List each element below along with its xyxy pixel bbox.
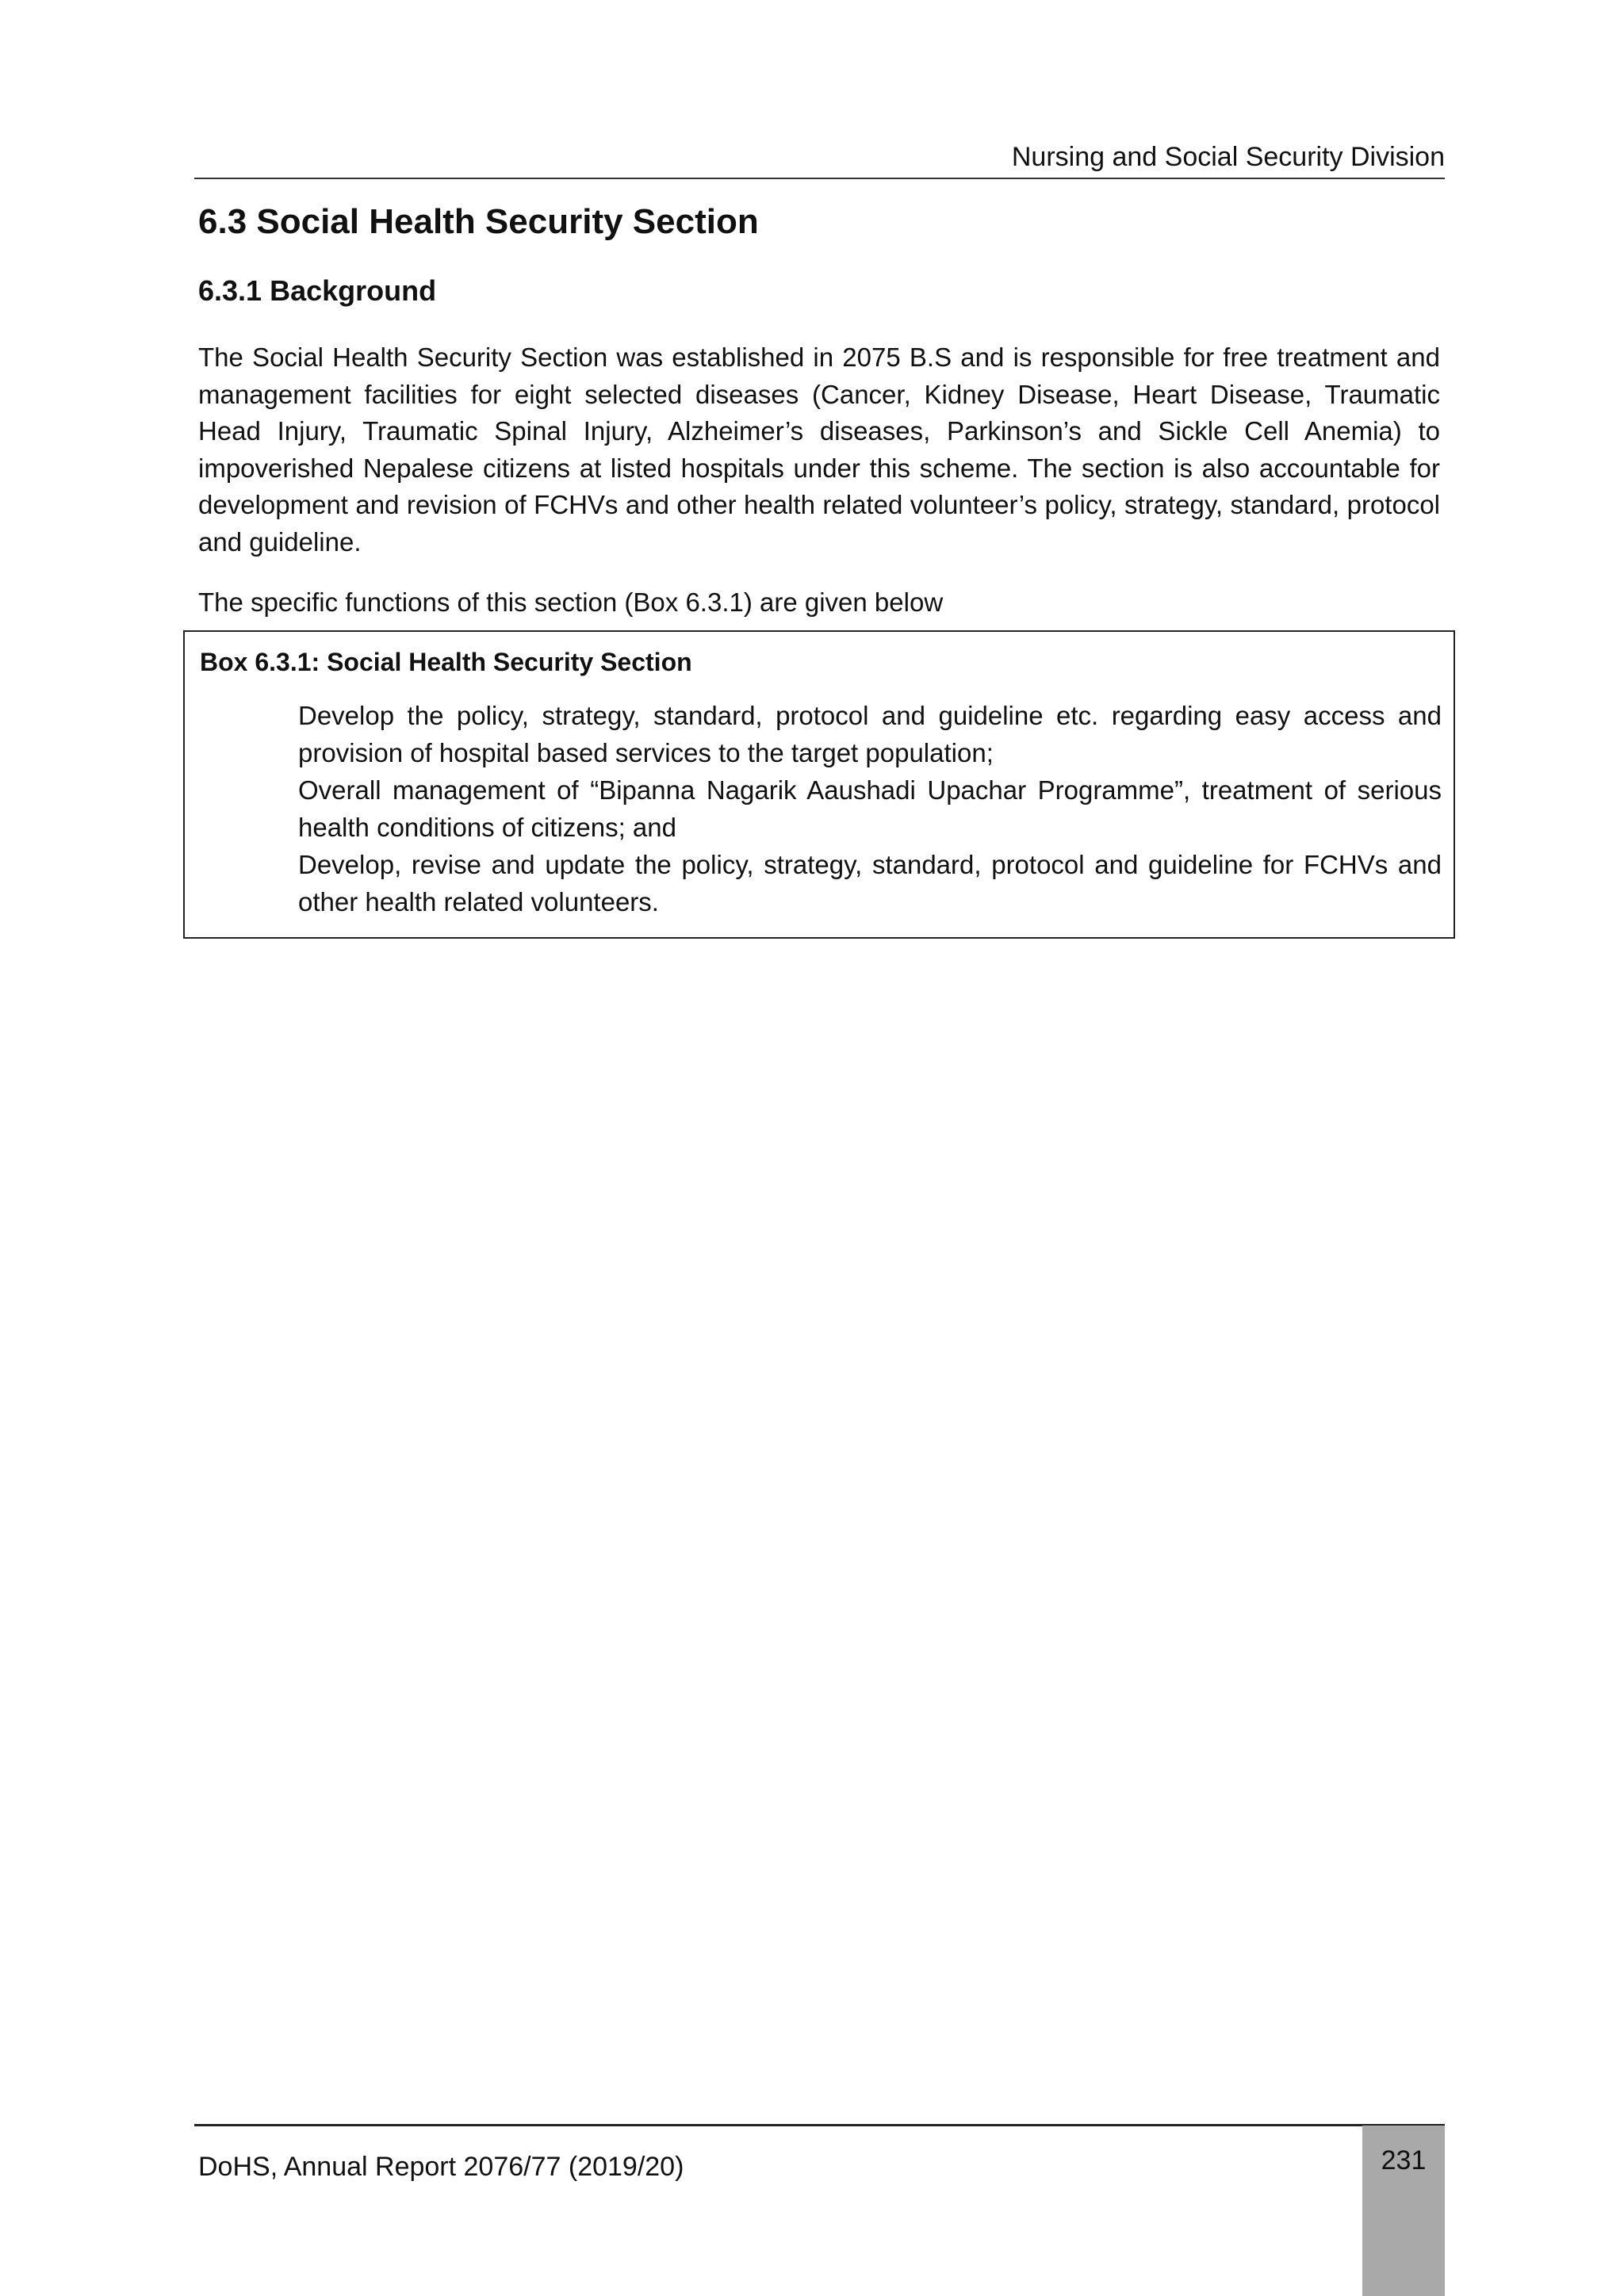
footer-report-title: DoHS, Annual Report 2076/77 (2019/20) xyxy=(198,2152,684,2182)
background-paragraph: The Social Health Security Section was established in 2075 B.S and is responsible for free treatment and management facilities for eight selected diseases (Cancer, Kidney Disease, Heart Disease, Traumatic Head Injury, Traumatic Spinal Injury, Alzheimer’s diseases, Parkinson’s and Sickle Cell Anemia) to impoverished Nepalese citizens at listed hospitals under this scheme. The section is also accountable for development and revision of FCHVs and other health related volunteer’s policy, strategy, standard, protocol and guideline. xyxy=(198,342,1440,557)
footer-divider xyxy=(194,2124,1445,2126)
header-divider xyxy=(194,178,1445,179)
page-number: 231 xyxy=(1381,2145,1427,2175)
subsection-title: 6.3.1 Background xyxy=(198,274,437,307)
list-item: Develop, revise and update the policy, strategy, standard, protocol and guideline for FCHVs and other health related volunteers. xyxy=(298,850,1442,916)
box-title: Box 6.3.1: Social Health Security Section xyxy=(200,648,692,676)
functions-intro: The specific functions of this section (Box 6.3.1) are given below xyxy=(198,587,944,617)
section-title: 6.3 Social Health Security Section xyxy=(198,202,759,241)
running-header: Nursing and Social Security Division xyxy=(1011,142,1445,172)
list-item: Develop the policy, strategy, standard, protocol and guideline etc. regarding easy access and provision of hospital based services to the target population; xyxy=(298,701,1442,767)
page-number-tab xyxy=(1362,2126,1445,2296)
functions-list xyxy=(298,697,1442,920)
functions-box xyxy=(183,630,1455,939)
list-item: Overall management of “Bipanna Nagarik Aaushadi Upachar Programme”, treatment of serious health conditions of citizens; and xyxy=(298,775,1442,842)
